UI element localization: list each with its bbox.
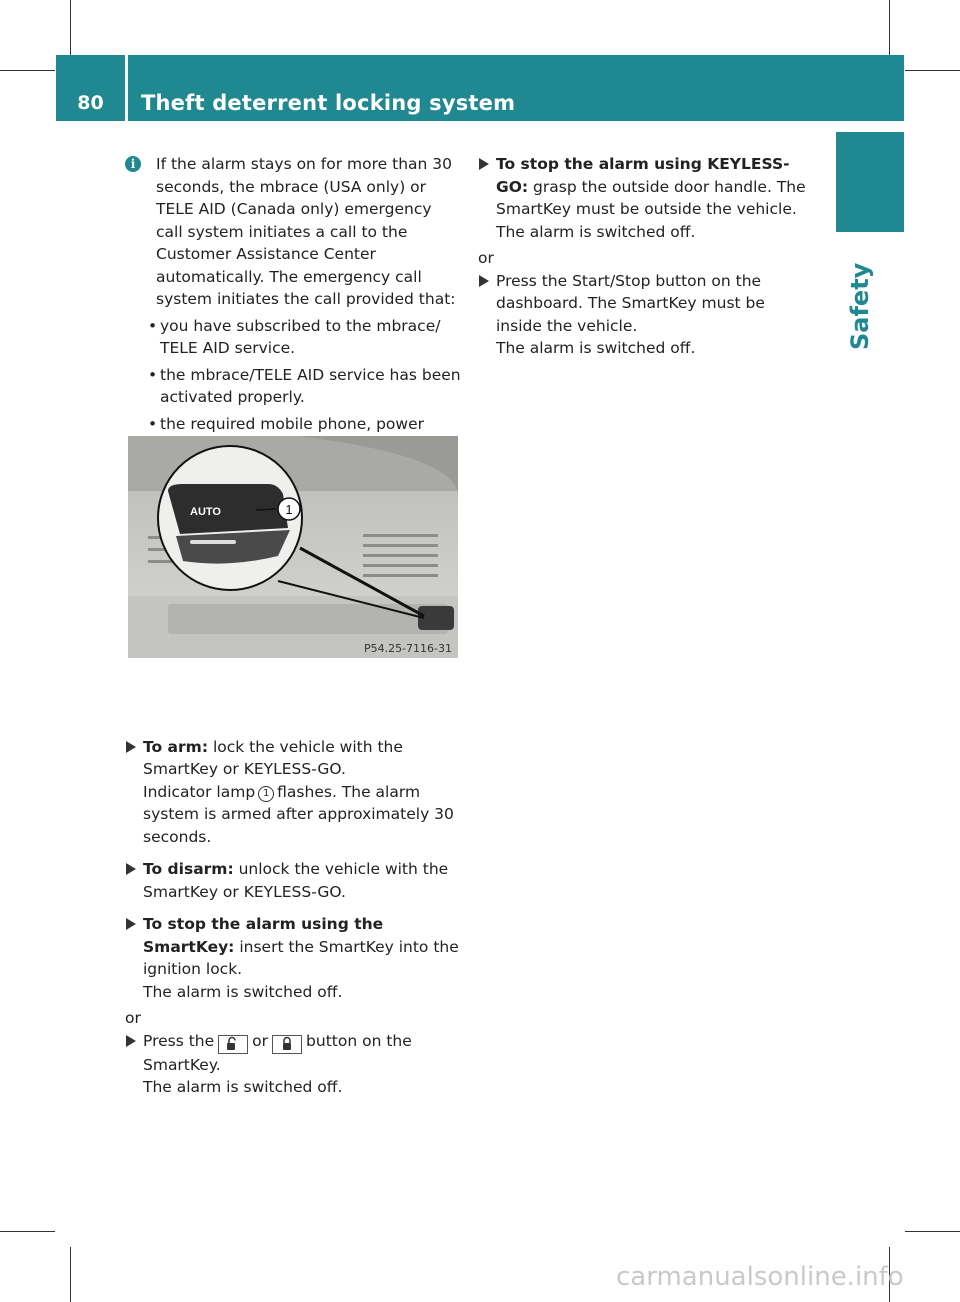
step-text: button on the SmartKey. [143, 1031, 412, 1074]
auto-button-label: AUTO [190, 506, 221, 518]
page-title: Theft deterrent locking system [141, 91, 516, 115]
callout-1-icon: 1 [258, 786, 274, 802]
step-result: The alarm is switched off. [143, 982, 343, 1001]
crop-mark [889, 0, 890, 55]
step-result: The alarm is switched off. [496, 222, 696, 241]
unlock-icon [218, 1035, 248, 1054]
step-arrow-icon [479, 275, 489, 287]
step-stop-keyless [478, 153, 813, 243]
crop-mark [70, 0, 71, 55]
watermark: carmanualsonline.info [616, 1262, 904, 1292]
step-text: Press the [143, 1031, 215, 1050]
step-text: unlock the vehicle with the SmartKey or KEYLESS-GO. [143, 860, 449, 901]
step-label: To stop the alarm using KEYLESS-GO: [496, 155, 790, 196]
step-text: insert the SmartKey into the ignition lock. [143, 937, 459, 978]
step-arrow-icon [126, 741, 136, 753]
list-item: • the required mobile phone, power [125, 413, 461, 458]
bullet-text: you have subscribed to the mbrace/ TELE AID service. [160, 316, 441, 357]
step-start-stop [478, 270, 813, 360]
step-text: or [252, 1031, 269, 1050]
crop-mark [905, 1231, 960, 1232]
step-press-button [125, 1030, 461, 1099]
step-result: The alarm is switched off. [143, 1078, 343, 1096]
step-arrow-icon [479, 158, 489, 170]
step-label: To arm: [143, 737, 209, 756]
step-label: To disarm: [143, 860, 234, 878]
figure-caption: P54.25-7116-31 [363, 642, 452, 655]
section-label: Safety [846, 262, 874, 350]
step-note: Indicator lamp [143, 782, 256, 801]
step-disarm [125, 858, 461, 903]
step-note: flashes. The alarm system is armed after approximately 30 seconds. [143, 782, 454, 846]
crop-mark [0, 70, 55, 71]
section-tab [836, 132, 904, 232]
step-label: To stop the alarm using the SmartKey: [143, 915, 384, 956]
step-text: grasp the outside door handle. The SmartKey must be outside the vehicle. [496, 177, 806, 218]
bullet-text: the required mobile phone, power [160, 414, 424, 433]
crop-mark [905, 70, 960, 71]
info-text: If the alarm stays on for more than 30 seconds, the mbrace (USA only) or TELE AID (Canada only) emergency call system initiates a call to the Customer Assistance Center automatically. The emergency call system initiates the call provided that: [156, 155, 456, 308]
or-text: or [125, 1009, 141, 1027]
dashboard-illustration [128, 436, 458, 658]
page-number: 80 [77, 92, 104, 114]
step-result: The alarm is switched off. [496, 339, 696, 357]
header-divider [125, 55, 128, 121]
step-arrow-icon [126, 918, 136, 930]
bullet-text: the mbrace/TELE AID service has been activated properly. [160, 365, 461, 406]
step-arrow-icon [126, 863, 136, 875]
step-text: lock the vehicle with the SmartKey or KEYLESS-GO. [143, 737, 403, 778]
callout-label: 1 [285, 502, 293, 517]
step-text: Press the Start/Stop button on the dashboard. The SmartKey must be inside the vehicle. [496, 271, 765, 335]
lock-icon [272, 1035, 302, 1054]
step-arrow-icon [126, 1035, 136, 1047]
info-paragraph [125, 153, 461, 311]
info-icon: i [125, 156, 141, 172]
crop-mark [0, 1231, 55, 1232]
list-item: • the mbrace/TELE AID service has been activated properly. [148, 365, 461, 406]
right-column [478, 153, 813, 360]
list-item: • you have subscribed to the mbrace/ TELE AID service. [148, 316, 441, 357]
step-arm [125, 736, 461, 849]
dashboard-photo [128, 436, 458, 658]
step-stop-smartkey [125, 913, 461, 1003]
or-text: or [478, 249, 494, 267]
crop-mark [70, 1247, 71, 1302]
